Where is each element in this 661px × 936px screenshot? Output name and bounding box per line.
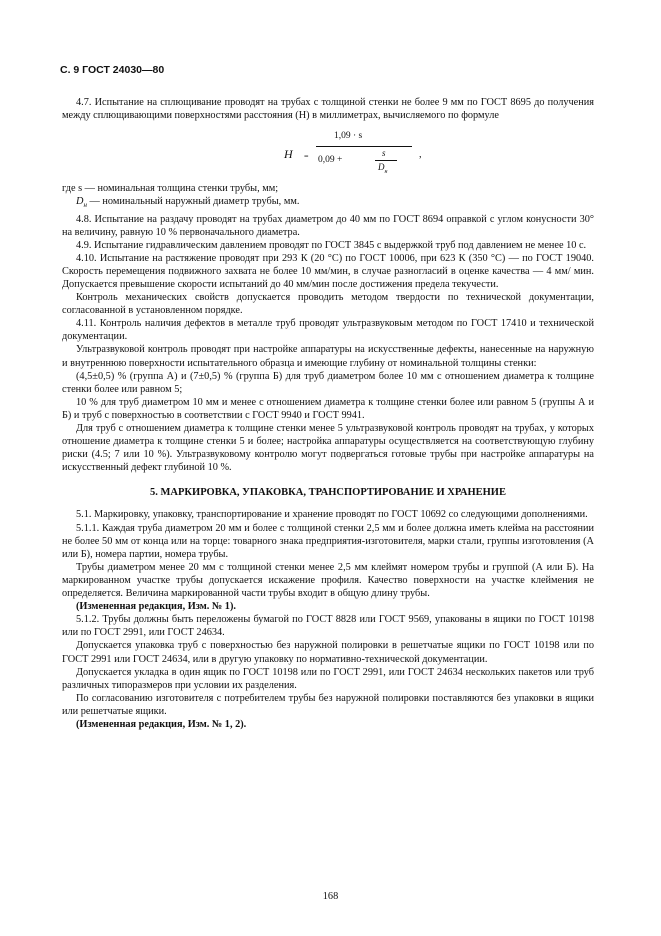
paragraph-4-7: 4.7. Испытание на сплющивание проводят на трубах с толщиной стенки не более 9 мм по ГОСТ 8695 до получения между сплющивающими поверхностями расстояния (H) в миллиметрах, вычисляемого по формуле (62, 97, 594, 122)
amendment-note-1: (Измененная редакция, Изм. № 1). (76, 601, 236, 613)
paragraph-5-1-1: 5.1.1. Каждая труба диаметром 20 мм и более с толщиной стенки 2,5 мм и более должна иметь клейма на расстоянии не более 50 мм от конца или на торце: товарного знака предприятия-изготовителя, марки стали, группы изготовления (А или Б), номера партии, номера трубы. (62, 522, 594, 560)
formula-equals: = (304, 152, 309, 162)
paragraph-ultrasonic: Ультразвуковой контроль проводят при настройке аппаратуры на искусственные дефекты, нанесенные на наружную и внутреннюю поверхности испытательного образца и имеющие глубину от номинальной толщины стенки: (62, 344, 594, 369)
page-number: 168 (322, 891, 339, 902)
paragraph-4-8: 4.8. Испытание на раздачу проводят на трубах диаметром до 40 мм по ГОСТ 8694 оправкой с углом конусности 30° на величину, равную 10 % первоначального диаметра. (62, 213, 594, 238)
formula-small-denominator: $D_н$ (378, 162, 388, 176)
page-header: С. 9 ГОСТ 24030—80 (60, 64, 165, 76)
paragraph-4-10: 4.10. Испытание на растяжение проводят при 293 К (20 °С) по ГОСТ 10006, при 623 К (350 °С) — по ГОСТ 19040. Скорость перемещения подвижного захвата не более 10 мм/мин, в случае разногласий в оценке качества — 4 мм/ мин. Допускается превышение скорости испытаний до 40 мм/мин после достижения предела текучести. (62, 252, 594, 290)
amendment-note-1-2: (Измененная редакция, Изм. № 1, 2). (76, 718, 247, 730)
paragraph-4-9: 4.9. Испытание гидравлическим давлением проводят по ГОСТ 3845 с выдержкой труб под давлением не менее 10 с. (76, 239, 587, 251)
paragraph-small-tubes: Трубы диаметром менее 20 мм с толщиной стенки менее 2,5 мм клеймят номером трубы и группой (А или Б). На маркированном участке трубы допускается искажение профиля. Качество поверхности на участке клеймения не определяется. Величина маркированной части трубы входит в общую длину трубы. (62, 561, 594, 600)
paragraph-5-1-2: 5.1.2. Трубы должны быть переложены бумагой по ГОСТ 8828 или ГОСТ 9569, упакованы в ящики по ГОСТ 10198 или по ГОСТ 2991, или ГОСТ 24634. (62, 614, 594, 639)
where-d: $D_н$ — номинальный наружный диаметр трубы, мм. (76, 196, 300, 210)
paragraph-5-1: 5.1. Маркировку, упаковку, транспортирование и хранение проводят по ГОСТ 10692 со следующими дополнениями. (76, 509, 588, 521)
formula-main-line (316, 146, 412, 147)
paragraph-packing: Допускается упаковка труб с поверхностью без наружной полировки в решетчатые ящики по ГОСТ 10198 или по ГОСТ 2991 или ГОСТ 24634, или в другую упаковку по нормативно-технической документации. (62, 640, 594, 665)
paragraph-4-11: 4.11. Контроль наличия дефектов в металле труб проводят ультразвуковым методом по ГОСТ 17410 и технической документации. (62, 318, 594, 343)
section-5-heading: 5. МАРКИРОВКА, УПАКОВКА, ТРАНСПОРТИРОВАНИЕ И ХРАНЕНИЕ (150, 487, 506, 499)
paragraph-depth-2: 10 % для труб диаметром 10 мм и менее с отношением диаметра к толщине стенки более или равном 5 (группы А и Б) и труб с поверхностью в соответствии с ГОСТ 9940 и ГОСТ 9941. (62, 396, 594, 421)
paragraph-agreement: По согласованию изготовителя с потребителем трубы без наружной полировки поставляются без упаковки в ящики или решетчатые ящики. (62, 692, 594, 717)
formula-lhs: H (284, 147, 293, 162)
formula-h (62, 128, 594, 180)
paragraph-hardness: Контроль механических свойств допускается проводить методом твердости по технической документации, согласованной в установленном порядке. (62, 292, 594, 317)
paragraph-box: Допускается укладка в один ящик по ГОСТ 10198 или по ГОСТ 2991, или ГОСТ 24634 нескольких пакетов или труб различных типоразмеров при условии их разделения. (62, 666, 594, 691)
formula-denominator-const: 0,09 + (318, 155, 343, 166)
formula-small-numerator: s (382, 148, 386, 159)
document-page (62, 64, 594, 731)
where-s: где s — номинальная толщина стенки трубы, мм; (62, 183, 279, 195)
formula-numerator: 1,09 · s (334, 131, 363, 142)
paragraph-ratio: Для труб с отношением диаметра к толщине стенки менее 5 ультразвуковой контроль проводят на трубах, у которых отношение диаметра к толщине стенки 5 и более; настройка аппаратуры осуществляется на соответствующую глубину риски (4.5; 7 или 10 %). Ультразвуковому контролю могут подвергаться готовые трубы при настройке аппаратуры на искусственный дефект глубиной 10 %. (62, 423, 594, 474)
formula-comma: , (419, 149, 422, 161)
paragraph-depth-1: (4,5±0,5) % (группа А) и (7±0,5) % (группа Б) для труб диаметром более 10 мм с отношением диаметра к толщине стенки более или равном 5; (62, 370, 594, 395)
